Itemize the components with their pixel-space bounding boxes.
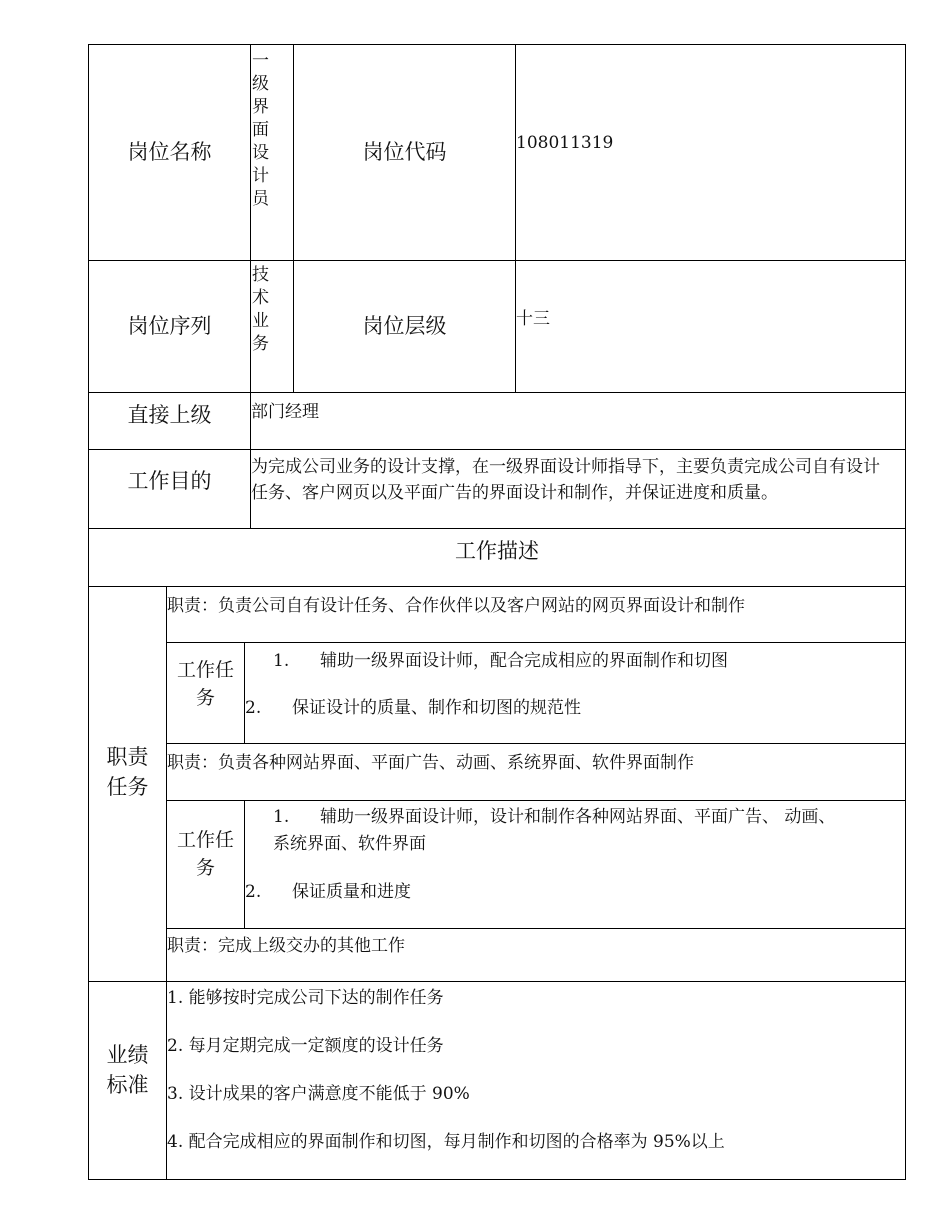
duty-2-task-label-cell xyxy=(166,800,245,929)
duty-label xyxy=(89,742,166,803)
performance-item-2: 2. 每月定期完成一定额度的设计任务 xyxy=(167,1036,444,1056)
position-level-label: 岗位层级 xyxy=(293,260,516,393)
position-series-value-cell xyxy=(250,260,294,393)
position-name-value-cell xyxy=(250,44,294,261)
duty-1-task-label-cell xyxy=(166,642,245,744)
duty-2-task-1-line1 xyxy=(273,804,898,831)
duty-1-task-2-text: 保证设计的质量、制作和切图的规范性 xyxy=(292,698,581,718)
duty-label-line1: 职责 xyxy=(106,745,149,769)
duty-1-task-2 xyxy=(245,695,581,722)
position-code-value-cell xyxy=(515,44,906,261)
position-code-value: 108011319 xyxy=(516,133,614,153)
duty-1-task-label-line1: 工作任 xyxy=(176,659,234,681)
duty-2-task-1-text-line2: 系统界面、软件界面 xyxy=(273,834,426,855)
work-description-title-cell xyxy=(88,528,906,587)
position-level-value-cell xyxy=(515,260,906,393)
performance-item-3: 3. 设计成果的客户满意度不能低于 90% xyxy=(167,1084,470,1104)
duty-1-task-1 xyxy=(273,648,728,675)
position-name-label: 岗位名称 xyxy=(88,44,251,261)
position-code-label: 岗位代码 xyxy=(293,44,516,261)
duty-2-task-label-line2: 务 xyxy=(195,856,215,879)
position-series-label: 岗位序列 xyxy=(88,260,251,393)
job-description-form xyxy=(88,44,906,1180)
duty-2-task-label xyxy=(167,827,244,882)
work-purpose-value-cell xyxy=(250,449,906,529)
duty-1-cell xyxy=(166,586,906,643)
duty-2-task-2-num: 2. xyxy=(245,882,262,902)
work-purpose-label: 工作目的 xyxy=(88,449,251,529)
superior-value: 部门经理 xyxy=(251,402,319,422)
performance-items-cell xyxy=(166,981,906,1180)
duty-1-task-1-text: 辅助一级界面设计师，配合完成相应的界面制作和切图 xyxy=(320,651,728,671)
performance-item-1: 1. 能够按时完成公司下达的制作任务 xyxy=(167,988,444,1008)
duty-2-task-2-text: 保证质量和进度 xyxy=(292,882,411,902)
duty-2-task-1-num: 1. xyxy=(273,807,290,827)
duty-1-task-label xyxy=(167,657,244,712)
duty-1-tasks-cell xyxy=(244,642,906,744)
duty-2-cell xyxy=(166,743,906,801)
performance-label-line2: 标准 xyxy=(106,1073,149,1098)
position-level-value: 十三 xyxy=(516,309,550,329)
duty-3-cell xyxy=(166,928,906,982)
performance-label-line1: 业绩 xyxy=(106,1043,149,1067)
performance-item-4: 4. 配合完成相应的界面制作和切图，每月制作和切图的合格率为 95%以上 xyxy=(167,1132,725,1152)
duty-2-task-1 xyxy=(273,804,898,858)
position-name-value: 一级界面设计员 xyxy=(252,51,269,209)
duty-2-tasks-cell xyxy=(244,800,906,929)
duty-1-task-2-num: 2. xyxy=(245,698,262,718)
duty-2-task-label-line1: 工作任 xyxy=(176,829,234,851)
work-purpose-value: 为完成公司业务的设计支撑，在一级界面设计师指导下，主要负责完成公司自有设计任务、客户网页以及平面广告的界面设计和制作，并保证进度和质量。 xyxy=(251,457,880,504)
superior-label: 直接上级 xyxy=(88,392,251,450)
duty-label-cell xyxy=(88,586,167,982)
work-description-title: 工作描述 xyxy=(455,539,539,563)
duty-1-task-1-num: 1. xyxy=(273,651,290,671)
performance-label xyxy=(89,1040,166,1101)
duty-label-line2: 任务 xyxy=(106,775,149,800)
duty-1-task-label-line2: 务 xyxy=(195,686,215,709)
duty-2-task-2 xyxy=(245,879,411,906)
superior-value-cell xyxy=(250,392,906,450)
duty-2-task-1-text-line1: 辅助一级界面设计师，设计和制作各种网站界面、平面广告、 动画、 xyxy=(320,807,836,827)
performance-label-cell xyxy=(88,981,167,1180)
duty-2-text: 职责：负责各种网站界面、平面广告、动画、系统界面、软件界面制作 xyxy=(167,753,694,773)
position-series-value: 技术业务 xyxy=(252,265,269,354)
duty-1-text: 职责：负责公司自有设计任务、合作伙伴以及客户网站的网页界面设计和制作 xyxy=(167,596,745,616)
duty-3-text: 职责：完成上级交办的其他工作 xyxy=(167,936,405,956)
